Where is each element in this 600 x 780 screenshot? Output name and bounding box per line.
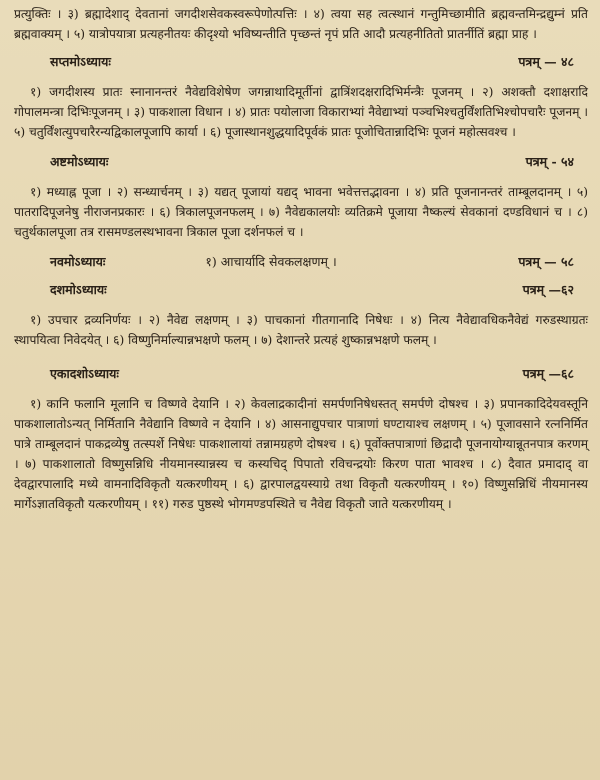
page-reference: पत्रम् —६२ (522, 282, 574, 297)
chapter-title: नवमोऽध्यायः (50, 254, 106, 269)
chapter-contents-7: १) जगदीशस्य प्रातः स्नानानन्तरं नैवेद्यविशेषेण जगन्नाथादिमूर्तीनां द्वात्रिंशदक्षरादिभिर्मन्त्रैः पूजनम् । २) अशक्तौ दशाक्षरादि गोपालमन्त्रा दिभिःपूजनम् । ३) पाकशाला विधान । ४) प्रातः पयोलाजा विकाराभ्यां नैवेद्याभ्यां पञ्चभिश्चतुर्विंशतिभिश्चोपचारैः पूजनम् । ५) चतुर्विंशत्युपचारैरन्यद्विकालपूजापि कार्या । ६) पूजास्थानशुद्धयादिपूर्वकं प्रातः पूजोचितान्नादिभिः पूजनं महोत्सवश्च । (14, 85, 588, 139)
chapter-contents-9: १) आचार्यादि सेवकलक्षणम् । (205, 254, 337, 269)
chapter-title: एकादशोऽध्यायः (50, 366, 119, 381)
chapter-contents-8: १) मध्याह्न पूजा । २) सन्ध्यार्चनम् । ३) यद्यत् पूजायां यद्यद् भावना भवेत्तत्तद्भावना । ४) प्रति पूजनानन्तरं ताम्बूलदानम् । ५) पातरादिपूजनेषु नीराजनप्रकारः । ६) त्रिकालपूजनफलम् । ७) नैवेद्यकालयोः व्यतिक्रमे पूजाया नैष्कल्यं सेवकानां दण्डविधानं च । ८) चतुर्थकालपूजा तत्र रासमण्डलस्थभावना त्रिकाल पूजा दर्शनफलं च । (14, 185, 588, 239)
chapter-heading-9 (14, 252, 588, 272)
chapter-heading-7 (14, 52, 588, 72)
chapter-heading-8 (14, 152, 588, 172)
page-reference: पत्रम् - ५४ (525, 154, 574, 169)
chapter-heading-11 (14, 364, 588, 384)
chapter-contents-10: १) उपचार द्रव्यनिर्णयः । २) नैवेद्य लक्षणम् । ३) पाचकानां गीतगानादि निषेधः । ४) नित्य नैवेद्यावधिकनैवेद्यं गरुडस्थाग्रतः स्थापयित्वा निवेदयेत् । ६) विष्णुनिर्माल्यान्नभक्षणे फलम् । ७) देशान्तरे प्रत्यहं शुष्कान्नभक्षणे फलम् । (14, 313, 588, 347)
chapter-title: सप्तमोऽध्यायः (50, 54, 111, 69)
chapter-contents-11: १) कानि फलानि मूलानि च विष्णवे देयानि । २) केवलाद्रकादीनां समर्पणनिषेधस्तत् समर्पणे दोषश्च । ३) प्रपानकादिदेयवस्तूनि पाकशालातोऽन्यत् निर्मितानि नैवेद्यानि विष्णवे न देयानि । ४) आसनाद्युपचार पात्राणां घण्टायाश्च लक्षणम् । ५) पूजावसाने रत्ननिर्मित पात्रे ताम्बूलदानं पाकद्रव्येषु तत्स्पर्शे निषेधः पाकशालायां तन्नामग्रहणे दोषश्च । ६) पूर्वोक्तपात्राणां छिद्रादौ पूजनायोग्यान्नूतनपात्र करणम् । ७) पाकशालातो विष्णुसन्निधि नीयमानस्यान्नस्य च कस्यचिद् पिपातो रविचन्द्रयोः किरण पाता भावश्च । ८) दैवात प्रमादाद् वा देवद्वारपालादि मध्ये वामनादिविकृतौ यत्करणीयम् । ६) द्वारपालद्वयस्याग्रे तथा विकृतौ यत्करणीयम् । १०) विष्णुसन्निधिं नीयमानस्य मार्गेऽज्ञातविकृतौ यत्करणीयम् । ११) गरुड पुष्ठस्थे भोगमण्डपस्थिते च नैवेद्य विकृतौ जाते यत्करणीयम् । (14, 397, 588, 511)
chapter-heading-10 (14, 280, 588, 300)
chapter-title: अष्टमोऽध्यायः (50, 154, 109, 169)
page-reference: पत्रम् — ५८ (518, 254, 574, 269)
intro-paragraph: प्रत्युक्तिः । ३) ब्रह्मादेशाद् देवतानां जगदीशसेवकस्वरूपेणोत्पत्तिः । ४) त्वया सह त्वत्स्थानं गन्तुमिच्छामीति ब्रह्मवन्तमिन्द्रद्युम्नं प्रति ब्रह्मवाक्यम् । ५) यात्रोपयात्रा प्रत्यहनीतयः कीदृश्यो भविष्यन्तीति पृच्छन्तं नृपं प्रति आदौ प्रत्यहनीतितो प्रातर्नीतिं ब्रह्मा प्राह । (14, 7, 588, 41)
chapter-title: दशमोऽध्यायः (50, 282, 107, 297)
page-reference: पत्रम् — ४८ (518, 54, 574, 69)
page-reference: पत्रम् —६८ (522, 366, 574, 381)
